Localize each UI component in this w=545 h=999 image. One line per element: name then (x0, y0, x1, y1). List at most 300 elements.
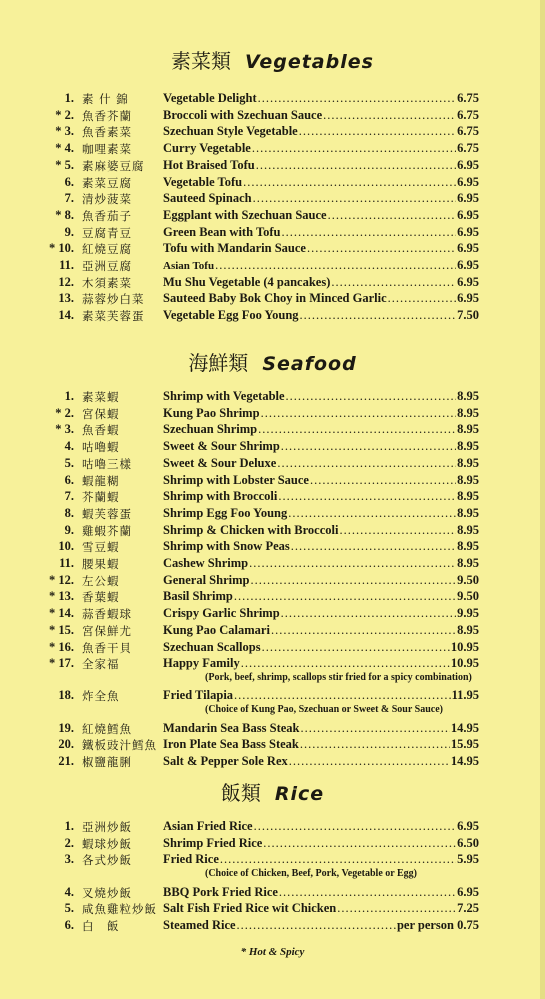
dot-leader (234, 589, 456, 604)
item-name-price (163, 836, 479, 851)
menu-item (0, 158, 545, 175)
item-chinese-name: 全家福 (82, 657, 120, 672)
dot-leader (262, 640, 450, 655)
item-name: Broccoli with Szechuan Sauce (163, 107, 323, 122)
item-name-price (163, 406, 479, 421)
item-name: Basil Shrimp (163, 589, 233, 604)
item-price: 6.95 (457, 819, 479, 833)
item-number: 18. (58, 688, 74, 703)
item-price: 6.95 (457, 157, 479, 172)
item-chinese-name: 香葉蝦 (82, 590, 120, 605)
item-name-price (163, 439, 479, 454)
item-name-price (163, 275, 479, 290)
dot-leader (253, 191, 457, 206)
item-number: * 12. (49, 572, 74, 587)
item-chinese-name: 咖哩素菜 (82, 142, 132, 157)
dot-leader (300, 308, 457, 323)
section-title (0, 347, 545, 376)
dot-leader (286, 389, 457, 404)
item-chinese-name: 亞洲豆腐 (82, 259, 132, 273)
item-name: Shrimp with Vegetable (163, 389, 285, 403)
item-price: 6.95 (457, 291, 479, 306)
item-name: Green Bean with Tofu (163, 224, 281, 239)
item-number: 11. (59, 258, 74, 272)
item-name: Eggplant with Szechuan Sauce (163, 207, 327, 222)
dot-leader (281, 606, 456, 621)
item-name: Sweet & Sour Shrimp (163, 439, 280, 454)
item-number: 12. (58, 274, 74, 289)
dot-leader (261, 406, 457, 421)
item-chinese-name: 清炒菠菜 (82, 192, 132, 207)
dot-leader (258, 422, 456, 437)
item-number: * 10. (49, 241, 74, 256)
dot-leader (252, 141, 456, 156)
menu-item (0, 389, 545, 406)
menu-item (0, 275, 545, 292)
item-chinese-name: 魚香素菜 (82, 125, 132, 140)
item-price: 6.75 (457, 91, 479, 105)
item-name-price (163, 291, 479, 306)
item-chinese-name: 咸魚雞粒炒飯 (82, 902, 157, 917)
item-chinese-name: 咕嚕蝦 (82, 440, 120, 455)
item-name-price (163, 918, 479, 933)
menu-item (0, 456, 545, 473)
item-chinese-name: 魚香蝦 (82, 423, 120, 438)
item-name-price (163, 124, 479, 139)
item-price: 14.95 (450, 754, 479, 768)
menu-item (0, 124, 545, 141)
item-name: Kung Pao Shrimp (163, 405, 260, 420)
dot-leader (249, 556, 456, 571)
item-name: Shrimp Fried Rice (163, 835, 263, 850)
item-price: 6.75 (457, 124, 479, 139)
menu-item (0, 191, 545, 208)
item-chinese-name: 左公蝦 (82, 573, 120, 588)
item-number: 7. (64, 191, 74, 206)
item-name: Happy Family (163, 656, 240, 671)
menu-item (0, 291, 545, 308)
item-chinese-name: 素菜芙蓉蛋 (82, 309, 145, 324)
item-name-price (163, 523, 479, 538)
item-number: 4. (64, 884, 74, 899)
item-chinese-name: 雞蝦芥蘭 (82, 523, 132, 538)
menu-item (0, 721, 545, 738)
item-chinese-name: 蒜香蝦球 (82, 607, 132, 622)
dot-leader (256, 158, 456, 173)
menu-item (0, 489, 545, 506)
item-name-price (163, 556, 479, 571)
item-number: 10. (58, 539, 74, 554)
item-name: Szechuan Scallops (163, 639, 261, 654)
item-name: Vegetable Egg Foo Young (163, 308, 299, 323)
menu-item (0, 141, 545, 158)
menu-item (0, 623, 545, 640)
menu-item (0, 688, 545, 705)
item-chinese-name: 素菜豆腐 (82, 175, 132, 190)
item-chinese-name: 叉燒炒飯 (82, 885, 132, 900)
item-number: * 2. (55, 405, 74, 420)
dot-leader (220, 852, 456, 867)
item-number: 3. (64, 852, 74, 867)
item-name-price (163, 158, 479, 173)
item-chinese-name: 腰果蝦 (82, 557, 120, 571)
item-name-price (163, 819, 479, 834)
item-number: 9. (64, 224, 74, 239)
item-price: 9.50 (457, 589, 479, 604)
item-name: Salt & Pepper Sole Rex (163, 754, 288, 768)
item-name: Steamed Rice (163, 918, 236, 932)
item-chinese-name: 蒜蓉炒白菜 (82, 292, 145, 307)
menu-item (0, 901, 545, 918)
dot-leader (241, 656, 450, 671)
item-price: 8.95 (457, 405, 479, 420)
menu-item (0, 108, 545, 125)
item-name-price (163, 688, 479, 703)
menu-item (0, 754, 545, 771)
menu-item (0, 589, 545, 606)
item-note: (Choice of Kung Pao, Szechuan or Sweet & Sour Sauce) (205, 704, 443, 716)
item-chinese-name: 魚香茄子 (82, 208, 132, 223)
dot-leader (258, 91, 457, 106)
dot-leader (279, 885, 456, 900)
item-name: BBQ Pork Fried Rice (163, 884, 278, 899)
item-chinese-name: 素菜蝦 (82, 390, 120, 404)
item-number: * 15. (49, 622, 74, 637)
item-price: 10.95 (450, 639, 479, 654)
dot-leader (307, 241, 456, 256)
item-chinese-name: 魚香干貝 (82, 640, 132, 655)
item-name: Shrimp with Broccoli (163, 489, 278, 504)
item-name-price (163, 737, 479, 752)
dot-leader (310, 473, 456, 488)
hot-spicy-legend: * Hot & Spicy (240, 946, 305, 958)
item-price: 11.95 (451, 688, 479, 703)
item-name: Sweet & Sour Deluxe (163, 455, 277, 470)
section-title-english: Vegetables (245, 51, 374, 73)
item-price: 8.95 (457, 455, 479, 470)
menu-item (0, 819, 545, 836)
item-number: 5. (64, 455, 74, 470)
dot-leader (331, 275, 456, 290)
dot-leader (254, 819, 457, 834)
item-name-price (163, 208, 479, 223)
item-name: Asian Tofu (163, 260, 215, 272)
item-number: 19. (58, 720, 74, 735)
item-name: Kung Pao Calamari (163, 622, 270, 637)
item-name-price (163, 473, 479, 488)
dot-leader (291, 539, 456, 554)
item-price: 10.95 (450, 656, 479, 671)
item-number: * 5. (55, 157, 74, 172)
item-number: 8. (64, 505, 74, 520)
dot-leader (288, 506, 456, 521)
item-name: Hot Braised Tofu (163, 157, 255, 172)
item-name: Tofu with Mandarin Sauce (163, 241, 306, 256)
item-name-price (163, 852, 479, 867)
item-price: 7.25 (457, 901, 479, 916)
item-price: 8.95 (457, 472, 479, 487)
item-name: Vegetable Tofu (163, 174, 243, 189)
item-name-price (163, 308, 479, 323)
item-chinese-name: 素麻婆豆腐 (82, 158, 145, 173)
section-title-chinese: 飯類 (220, 781, 261, 805)
item-number: 13. (58, 291, 74, 306)
menu-item (0, 241, 545, 258)
item-number: 6. (64, 918, 74, 932)
item-name-price (163, 241, 479, 256)
item-price: 6.95 (457, 191, 479, 206)
item-name: Sauteed Baby Bok Choy in Minced Garlic (163, 291, 387, 306)
item-chinese-name: 蝦龍糊 (82, 473, 120, 488)
item-price: 6.50 (457, 835, 479, 850)
item-name: Shrimp & Chicken with Broccoli (163, 522, 339, 537)
item-price: 8.95 (457, 422, 479, 437)
menu-item (0, 406, 545, 423)
dot-leader (250, 573, 456, 588)
item-chinese-name: 宮保鮮尤 (82, 623, 132, 638)
section-title-chinese: 素菜類 (171, 49, 232, 73)
menu-item (0, 523, 545, 540)
item-price: 8.95 (457, 522, 479, 537)
item-chinese-name: 蝦球炒飯 (82, 836, 132, 851)
item-price: per person 0.75 (396, 918, 479, 932)
item-name-price (163, 141, 479, 156)
item-price: 8.95 (457, 489, 479, 504)
item-name: Cashew Shrimp (163, 556, 249, 570)
menu-item (0, 852, 545, 869)
menu-item (0, 422, 545, 439)
item-name: Fried Rice (163, 852, 219, 867)
item-price: 8.95 (457, 539, 479, 554)
item-name: Szechuan Shrimp (163, 422, 258, 437)
item-name-price (163, 623, 479, 638)
item-chinese-name: 芥蘭蝦 (82, 490, 120, 505)
item-name-price (163, 754, 479, 769)
item-number: 21. (58, 754, 74, 768)
dot-leader (388, 291, 456, 306)
item-price: 9.50 (457, 572, 479, 587)
item-number: * 13. (49, 589, 74, 604)
item-name-price (163, 175, 479, 190)
item-name-price (163, 539, 479, 554)
item-name: Vegetable Delight (163, 91, 257, 105)
dot-leader (271, 623, 456, 638)
item-name-price (163, 656, 479, 671)
item-price: 8.95 (457, 505, 479, 520)
item-number: 6. (64, 174, 74, 189)
item-number: 11. (59, 556, 74, 570)
item-number: 6. (64, 472, 74, 487)
item-chinese-name: 魚香芥蘭 (82, 108, 132, 123)
menu-item (0, 539, 545, 556)
menu-item (0, 918, 545, 935)
item-price: 7.50 (457, 308, 479, 323)
item-name-price (163, 389, 479, 404)
item-chinese-name: 亞洲炒飯 (82, 820, 132, 834)
item-name: Mandarin Sea Bass Steak (163, 720, 300, 735)
item-chinese-name: 豆腐青豆 (82, 225, 132, 240)
item-number: * 4. (55, 141, 74, 156)
item-name: Salt Fish Fried Rice wit Chicken (163, 901, 337, 916)
menu-item (0, 473, 545, 490)
item-price: 6.95 (457, 274, 479, 289)
item-price: 6.95 (457, 207, 479, 222)
menu-item (0, 836, 545, 853)
item-name-price (163, 191, 479, 206)
item-name: Curry Vegetable (163, 141, 251, 156)
dot-leader (281, 439, 456, 454)
item-number: 1. (64, 819, 74, 833)
item-price: 6.95 (457, 884, 479, 899)
item-name: Szechuan Style Vegetable (163, 124, 298, 139)
dot-leader (323, 108, 456, 123)
item-number: * 17. (49, 656, 74, 671)
dot-leader (328, 208, 457, 223)
item-number: 4. (64, 439, 74, 454)
item-price: 8.95 (457, 622, 479, 637)
item-name: Mu Shu Vegetable (4 pancakes) (163, 274, 331, 289)
item-name-price (163, 108, 479, 123)
item-number: 5. (64, 901, 74, 916)
item-chinese-name: 鐵板豉汁鱈魚 (82, 738, 157, 753)
item-name-price (163, 258, 479, 273)
menu-item (0, 573, 545, 590)
dot-leader (300, 721, 449, 736)
menu-item (0, 556, 545, 573)
item-price: 15.95 (450, 737, 479, 752)
section-title-chinese: 海鮮類 (188, 351, 249, 375)
item-number: 1. (64, 91, 74, 105)
item-name: Shrimp with Lobster Sauce (163, 472, 309, 487)
dot-leader (277, 456, 456, 471)
menu-item (0, 91, 545, 108)
dot-leader (337, 901, 456, 916)
item-price: 6.95 (457, 241, 479, 256)
item-chinese-name: 素 什 錦 (82, 92, 129, 106)
item-name-price (163, 506, 479, 521)
item-price: 6.95 (457, 224, 479, 239)
item-number: * 14. (49, 606, 74, 621)
item-price: 8.95 (457, 556, 479, 570)
item-name: Crispy Garlic Shrimp (163, 606, 280, 621)
dot-leader (263, 836, 456, 851)
menu-item (0, 225, 545, 242)
item-price: 6.95 (457, 174, 479, 189)
dot-leader (289, 754, 450, 769)
menu-item (0, 656, 545, 673)
item-chinese-name: 宮保蝦 (82, 406, 120, 421)
item-name-price (163, 721, 479, 736)
item-number: * 16. (49, 639, 74, 654)
item-number: * 3. (55, 124, 74, 139)
item-name: Sauteed Spinach (163, 191, 252, 206)
item-name-price (163, 225, 479, 240)
item-number: * 3. (55, 422, 74, 437)
dot-leader (243, 175, 456, 190)
item-chinese-name: 木須素菜 (82, 275, 132, 290)
item-chinese-name: 白 飯 (82, 919, 120, 933)
dot-leader (234, 688, 451, 703)
item-name: Iron Plate Sea Bass Steak (163, 737, 299, 752)
dot-leader (278, 489, 456, 504)
item-number: 20. (58, 737, 74, 752)
item-name-price (163, 91, 479, 106)
item-price: 6.75 (457, 107, 479, 122)
item-note: (Choice of Chicken, Beef, Pork, Vegetable or Egg) (205, 868, 418, 880)
item-name-price (163, 606, 479, 621)
item-name-price (163, 589, 479, 604)
section-title (0, 777, 545, 806)
item-chinese-name: 炸全魚 (82, 689, 120, 704)
item-number: 7. (64, 489, 74, 504)
item-name-price (163, 456, 479, 471)
menu-item (0, 737, 545, 754)
item-name-price (163, 489, 479, 504)
item-name: Shrimp with Snow Peas (163, 539, 290, 554)
section-title-english: Seafood (262, 353, 357, 375)
item-number: * 8. (55, 207, 74, 222)
item-price: 8.95 (457, 439, 479, 454)
menu-item (0, 258, 545, 275)
dot-leader (339, 523, 456, 538)
item-price: 9.95 (457, 606, 479, 621)
menu-item (0, 208, 545, 225)
item-price: 14.95 (450, 720, 479, 735)
item-price: 8.95 (457, 389, 479, 403)
item-name-price (163, 901, 479, 916)
item-name: Shrimp Egg Foo Young (163, 505, 288, 520)
item-name-price (163, 640, 479, 655)
item-price: 6.95 (457, 258, 479, 272)
dot-leader (237, 918, 396, 933)
menu-item (0, 308, 545, 325)
item-chinese-name: 椒鹽龍脷 (82, 755, 132, 769)
item-number: * 2. (55, 107, 74, 122)
item-number: 2. (64, 835, 74, 850)
dot-leader (300, 737, 450, 752)
dot-leader (215, 258, 456, 273)
item-name: Fried Tilapia (163, 688, 234, 703)
item-chinese-name: 蝦芙蓉蛋 (82, 506, 132, 521)
item-chinese-name: 紅燒鱈魚 (82, 721, 132, 736)
item-chinese-name: 紅燒豆腐 (82, 242, 132, 257)
menu-item (0, 175, 545, 192)
item-number: 9. (64, 522, 74, 537)
item-name: Asian Fried Rice (163, 819, 253, 833)
item-name-price (163, 422, 479, 437)
item-chinese-name: 咕嚕三樣 (82, 456, 132, 471)
item-price: 6.75 (457, 141, 479, 156)
section-title (0, 45, 545, 74)
menu-item (0, 439, 545, 456)
item-note: (Pork, beef, shrimp, scallops stir fried for a spicy combination) (205, 671, 472, 683)
dot-leader (299, 124, 456, 139)
menu-item (0, 885, 545, 902)
dot-leader (282, 225, 457, 240)
section-title-english: Rice (274, 783, 325, 805)
menu-item (0, 506, 545, 523)
menu-item (0, 640, 545, 657)
item-number: 14. (58, 308, 74, 323)
menu-item (0, 606, 545, 623)
item-number: 1. (64, 389, 74, 403)
item-chinese-name: 雪豆蝦 (82, 540, 120, 555)
item-chinese-name: 各式炒飯 (82, 853, 132, 868)
item-name-price (163, 573, 479, 588)
item-price: 5.95 (457, 852, 479, 867)
item-name-price (163, 885, 479, 900)
item-name: General Shrimp (163, 572, 250, 587)
